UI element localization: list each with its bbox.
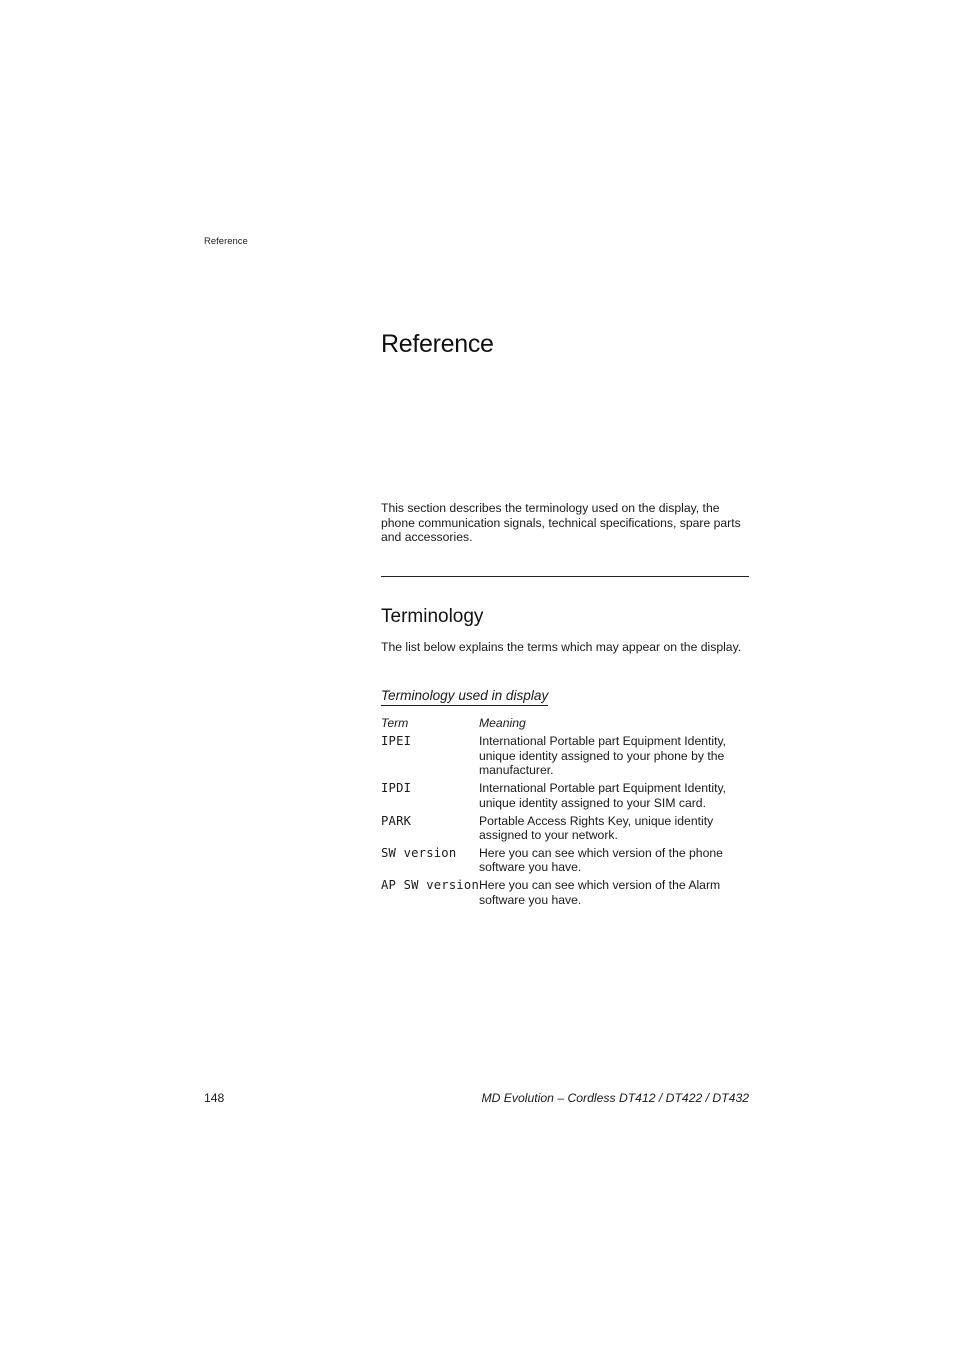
section-title: Terminology [381, 606, 484, 627]
table-caption: Terminology used in display [381, 688, 548, 706]
column-header-meaning: Meaning [479, 716, 526, 730]
page-number: 148 [204, 1091, 225, 1105]
term-cell: SW version [381, 846, 457, 861]
meaning-cell: Here you can see which version of the Alarm software you have. [479, 878, 721, 907]
table-header-row [381, 716, 753, 734]
chapter-title: Reference [381, 330, 494, 358]
section-divider [381, 576, 749, 577]
meaning-cell: International Portable part Equipment Identity, unique identity assigned to your SIM card. [479, 781, 727, 810]
column-header-term: Term [381, 716, 409, 730]
term-cell: PARK [381, 813, 412, 828]
table-row [381, 846, 753, 878]
meaning-cell: Portable Access Rights Key, unique identity assigned to your network. [479, 813, 714, 843]
table-row [381, 781, 753, 813]
meaning-cell: Here you can see which version of the phone software you have. [479, 846, 723, 875]
table-row [381, 878, 753, 910]
terminology-table [381, 716, 753, 911]
footer-document-title: MD Evolution – Cordless DT412 / DT422 / DT432 [481, 1091, 749, 1105]
term-cell: IPEI [381, 734, 412, 749]
chapter-intro: This section describes the terminology used on the display, the phone communication signals, technical specifications, spare parts and accessories. [381, 501, 741, 545]
running-header: Reference [204, 236, 248, 247]
meaning-cell: International Portable part Equipment Identity, unique identity assigned to your phone by the manufacturer. [479, 734, 727, 778]
section-lead: The list below explains the terms which may appear on the display. [381, 640, 742, 654]
table-row [381, 734, 753, 781]
term-cell: AP SW version [381, 878, 479, 893]
term-cell: IPDI [381, 781, 412, 796]
table-row [381, 814, 753, 846]
